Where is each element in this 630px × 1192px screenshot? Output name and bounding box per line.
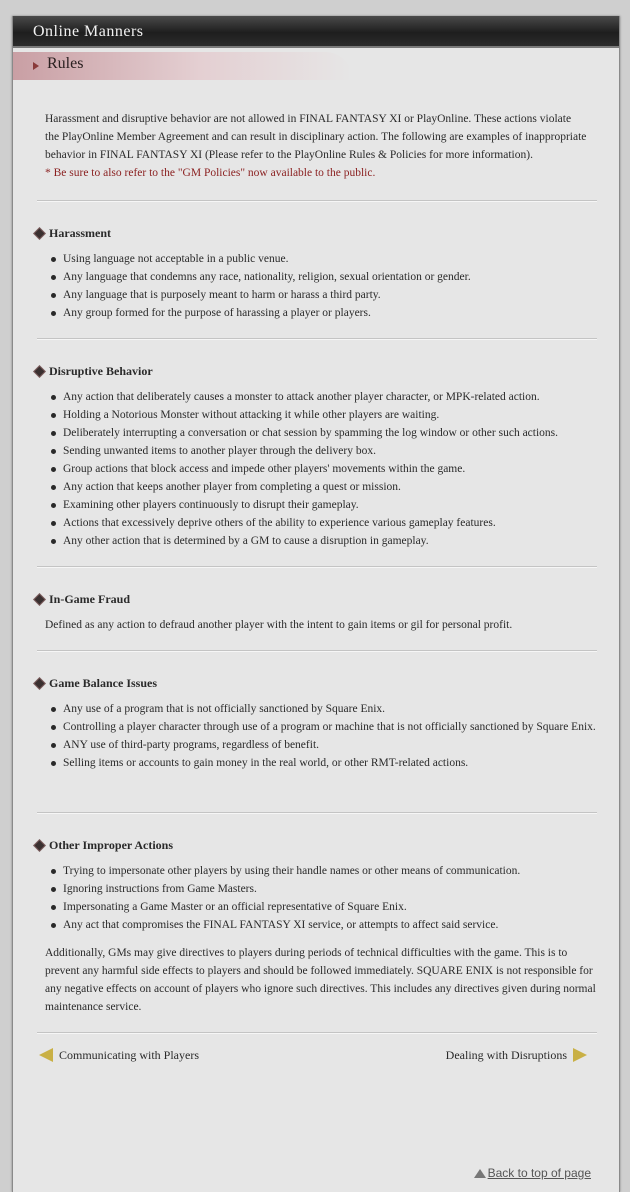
list-item: Controlling a player character through use of a program or machine that is not officially sanctioned by Square Enix.	[63, 718, 597, 736]
intro-text: Harassment and disruptive behavior are not allowed in FINAL FANTASY XI or PlayOnline. These actions violate the PlayOnline Member Agreement and can result in disciplinary action. The following are examples of inappropriate behavior in FINAL FANTASY XI (Please refer to the PlayOnline Rules & Policies for more information).	[45, 113, 587, 161]
content	[13, 80, 619, 1064]
diamond-icon	[33, 365, 46, 378]
list-item: Holding a Notorious Monster without attacking it while other players are waiting.	[63, 406, 597, 424]
section-heading: Game Balance Issues	[35, 674, 597, 692]
diamond-icon	[33, 839, 46, 852]
section-title: Rules	[47, 55, 84, 72]
list-item: Examining other players continuously to disrupt their gameplay.	[63, 496, 597, 514]
list-item: Any language that condemns any race, nationality, religion, sexual orientation or gender.	[63, 268, 597, 286]
intro	[35, 80, 597, 200]
section-harassment	[35, 202, 597, 338]
section-heading: Harassment	[35, 224, 597, 242]
list-item: Any language that is purposely meant to harm or harass a third party.	[63, 286, 597, 304]
back-to-top-link[interactable]: Back to top of page	[474, 1166, 591, 1180]
list-item: ANY use of third-party programs, regardless of benefit.	[63, 736, 597, 754]
arrow-left-icon	[39, 1048, 53, 1062]
list-item: Deliberately interrupting a conversation or chat session by spamming the log window or other such actions.	[63, 424, 597, 442]
list-item: Any use of a program that is not officially sanctioned by Square Enix.	[63, 700, 597, 718]
section-game-balance-issues	[35, 652, 597, 812]
diamond-icon	[33, 227, 46, 240]
list-item: Any group formed for the purpose of harassing a player or players.	[63, 304, 597, 322]
section-heading: Disruptive Behavior	[35, 362, 597, 380]
section-text: Additionally, GMs may give directives to players during periods of technical difficulties with the game. This is to prevent any harmful side effects to players and should be followed immediately. SQUARE ENIX is not responsible for any negative effects on account of players who ignore such directives. This includes any directives given during normal maintenance service.	[45, 947, 596, 1013]
section-text: Defined as any action to defraud another player with the intent to gain items or gil for personal profit.	[45, 619, 513, 631]
list-item: Ignoring instructions from Game Masters.	[63, 880, 597, 898]
item-list	[35, 388, 597, 550]
section-header	[13, 52, 353, 80]
arrow-up-icon	[474, 1169, 486, 1178]
list-item: Group actions that block access and impede other players' movements within the game.	[63, 460, 597, 478]
list-item: Any action that deliberately causes a monster to attack another player character, or MPK-related action.	[63, 388, 597, 406]
section-heading: Other Improper Actions	[35, 836, 597, 854]
next-page-link[interactable]: Dealing with Disruptions	[446, 1046, 587, 1064]
list-item: Sending unwanted items to another player through the delivery box.	[63, 442, 597, 460]
section-other-improper-actions	[35, 814, 597, 1032]
section-heading: In-Game Fraud	[35, 590, 597, 608]
item-list	[35, 250, 597, 322]
section-disruptive-behavior	[35, 340, 597, 566]
prev-page-link[interactable]: Communicating with Players	[39, 1046, 199, 1064]
list-item: Any act that compromises the FINAL FANTASY XI service, or attempts to affect said service.	[63, 916, 597, 934]
list-item: Using language not acceptable in a public venue.	[63, 250, 597, 268]
item-list	[35, 700, 597, 772]
diamond-icon	[33, 677, 46, 690]
list-item: Any action that keeps another player from completing a quest or mission.	[63, 478, 597, 496]
page-navigation	[35, 1034, 597, 1064]
page-title: Online Manners	[13, 16, 619, 48]
intro-note: * Be sure to also refer to the "GM Policies" now available to the public.	[45, 167, 376, 179]
list-item: Actions that excessively deprive others of the ability to experience various gameplay features.	[63, 514, 597, 532]
list-item: Any other action that is determined by a GM to cause a disruption in gameplay.	[63, 532, 597, 550]
section-in-game-fraud	[35, 568, 597, 650]
page-frame	[12, 16, 620, 1192]
list-item: Selling items or accounts to gain money in the real world, or other RMT-related actions.	[63, 754, 597, 772]
triangle-right-icon	[33, 62, 39, 70]
diamond-icon	[33, 593, 46, 606]
arrow-right-icon	[573, 1048, 587, 1062]
list-item: Impersonating a Game Master or an official representative of Square Enix.	[63, 898, 597, 916]
item-list	[35, 862, 597, 934]
list-item: Trying to impersonate other players by using their handle names or other means of communication.	[63, 862, 597, 880]
